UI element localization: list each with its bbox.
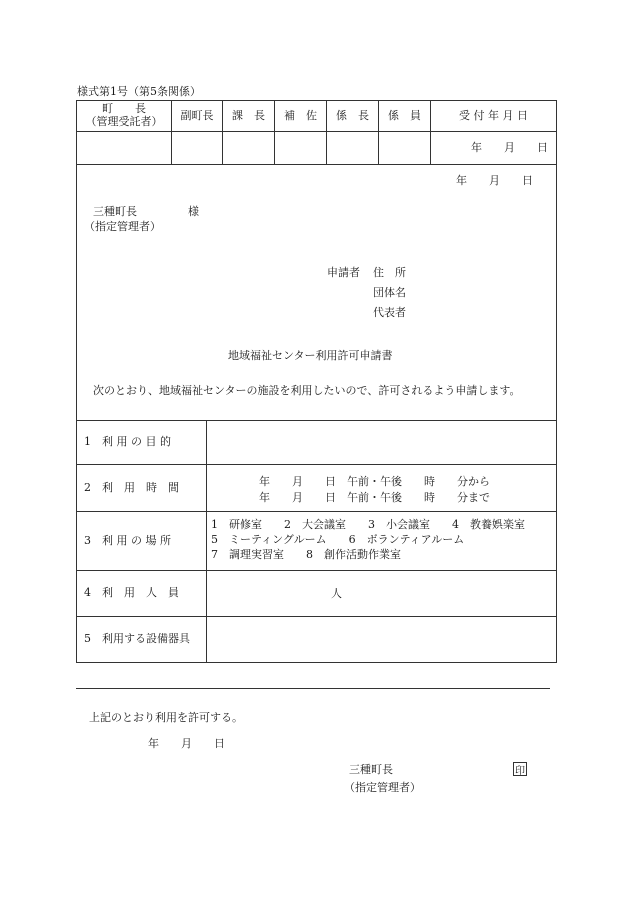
header-deputy: 副町長 [180,108,214,122]
people-unit: 人 [331,587,342,600]
applicant-fields [373,265,406,321]
received-date-value: 年 月 日 [471,140,548,154]
org-label: 団体名 [373,285,406,299]
header-town-head-sub: （管理受託者） [85,115,163,128]
addressee: 三種町長 [93,205,137,218]
equipment-field[interactable] [207,617,556,662]
addressee-honorific: 様 [188,205,199,218]
place-line-2: 5 ミーティングルーム 6 ボランティアルーム [211,532,465,546]
place-line-3: 7 調理実習室 8 創作活動作業室 [211,547,401,561]
header-assistant: 補 佐 [284,108,317,122]
header-town-head-label: 町 長 [102,102,146,116]
application-body: 次のとおり、地域福祉センターの施設を利用したいので、許可されるよう申請します。 [93,384,521,397]
header-received-date: 受 付 年 月 日 [459,108,528,122]
people-field[interactable] [207,571,332,616]
org-name-field[interactable] [412,283,552,299]
place-line-1: 1 研修室 2 大会議室 3 小会議室 4 教養娯楽室 [211,518,525,531]
addressee-sub: （指定管理者） [84,220,161,233]
time-from: 年 月 日 午前・午後 時 分から [259,475,490,488]
address-field[interactable] [412,264,552,280]
purpose-label: 1 利 用 の 目 的 [84,435,171,449]
time-field[interactable] [259,474,490,506]
applicant-label: 申請者 [327,266,360,279]
permission-separator [76,688,550,689]
address-label: 住 所 [373,266,406,279]
time-label: 2 利 用 時 間 [84,480,179,494]
seal-mark: 印 [513,762,527,776]
time-to: 年 月 日 午前・午後 時 分まで [259,490,490,504]
header-section-chief: 課 長 [232,108,265,122]
issuer: 三種町長 [349,763,393,776]
issuer-sub: （指定管理者） [344,781,421,794]
header-staff: 係 員 [388,108,421,122]
stamp-box-assistant[interactable] [275,132,326,164]
people-label: 4 利 用 人 員 [84,586,179,600]
form-title: 地域福祉センター利用許可申請書 [228,349,393,362]
place-options[interactable] [211,518,525,563]
application-date[interactable]: 年 月 日 [456,174,533,187]
representative-field[interactable] [412,302,552,318]
stamp-box-town-head[interactable] [77,132,171,164]
permission-date[interactable]: 年 月 日 [148,737,225,750]
place-label: 3 利 用 の 場 所 [84,533,171,547]
stamp-box-section-chief[interactable] [223,132,274,164]
stamp-box-deputy[interactable] [172,132,222,164]
header-town-head [77,101,171,131]
purpose-field[interactable] [207,421,556,464]
form-number: 様式第1号（第5条関係） [77,85,201,98]
stamp-box-staff[interactable] [379,132,430,164]
stamp-box-subsection-chief[interactable] [327,132,378,164]
equipment-label: 5 利用する設備器具 [84,632,190,646]
rep-label: 代表者 [373,305,406,319]
permission-text: 上記のとおり利用を許可する。 [89,711,243,724]
header-subsection-chief: 係 長 [336,108,369,122]
